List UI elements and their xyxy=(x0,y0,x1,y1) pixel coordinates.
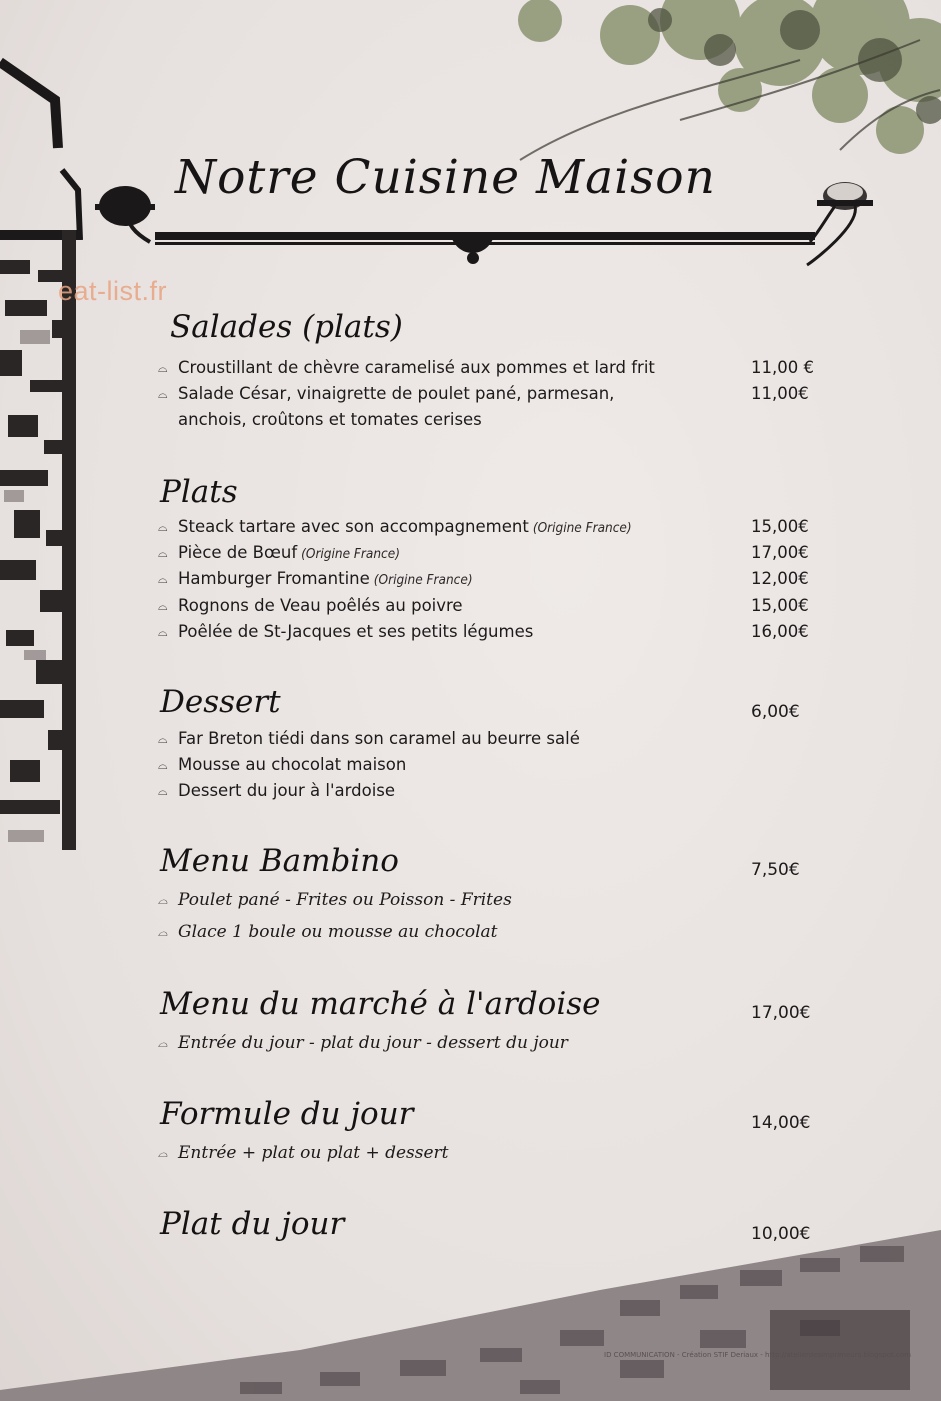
item-name: Steack tartare avec son accompagnement xyxy=(178,517,529,536)
list-item xyxy=(158,726,838,752)
print-credits: ID COMMUNICATION - Création STIF Deriaux - http://atelierdesimprimeurs.blogspot.com xyxy=(604,1351,911,1359)
item-name: Dessert du jour à l'ardoise xyxy=(178,781,396,800)
section-title-salades: Salades (plats) xyxy=(170,309,403,345)
item-price: 17,00€ xyxy=(751,543,809,562)
list-item xyxy=(158,381,838,407)
pavement-decoration xyxy=(0,1230,941,1401)
plate-bullet-icon: ⌓ xyxy=(158,732,168,746)
item-price: 15,00€ xyxy=(751,517,809,536)
section-title-plat-du-jour: Plat du jour xyxy=(160,1206,345,1242)
plate-bullet-icon: ⌓ xyxy=(158,625,168,639)
list-item xyxy=(158,540,838,566)
item-name: Hamburger Fromantine xyxy=(178,569,370,588)
item-name: Rognons de Veau poêlés au poivre xyxy=(178,596,463,615)
item-name: Entrée du jour - plat du jour - dessert du jour xyxy=(178,1033,568,1053)
item-price: 11,00€ xyxy=(751,384,809,403)
foliage-decoration xyxy=(280,0,941,170)
section-price-bambino: 7,50€ xyxy=(751,860,800,880)
item-name: Poulet pané - Frites ou Poisson - Frites xyxy=(178,890,512,910)
section-title-dessert: Dessert xyxy=(160,684,281,720)
item-price: 12,00€ xyxy=(751,569,809,588)
item-price: 15,00€ xyxy=(751,596,809,615)
list-item xyxy=(158,619,838,645)
item-name: Salade César, vinaigrette de poulet pané, parmesan, xyxy=(178,384,615,403)
cloche-icon xyxy=(95,186,155,242)
plate-bullet-icon: ⌓ xyxy=(158,925,168,939)
plate-bullet-icon: ⌓ xyxy=(158,572,168,586)
section-title-formule: Formule du jour xyxy=(160,1096,414,1132)
section-title-bambino: Menu Bambino xyxy=(160,843,399,879)
section-price-dessert: 6,00€ xyxy=(751,702,800,722)
item-origin: (Origine France) xyxy=(373,572,473,588)
item-name: Glace 1 boule ou mousse au chocolat xyxy=(178,922,498,942)
item-price: 11,00 € xyxy=(751,358,814,377)
house-gable-decoration xyxy=(0,40,90,240)
item-origin: (Origine France) xyxy=(301,546,400,562)
list-item xyxy=(158,884,838,916)
list-item xyxy=(158,1027,838,1059)
plate-bullet-icon: ⌓ xyxy=(158,546,168,560)
section-title-plats: Plats xyxy=(160,474,238,510)
item-name: Entrée + plat ou plat + dessert xyxy=(178,1143,449,1163)
plate-bullet-icon: ⌓ xyxy=(158,893,168,907)
plate-bullet-icon: ⌓ xyxy=(158,361,168,375)
page-title: Notre Cuisine Maison xyxy=(175,150,716,205)
list-item xyxy=(158,593,838,619)
list-item xyxy=(158,752,838,778)
item-name: Far Breton tiédi dans son caramel au beurre salé xyxy=(178,729,580,748)
item-name: Croustillant de chèvre caramelisé aux pommes et lard frit xyxy=(178,358,655,377)
section-price-formule: 14,00€ xyxy=(751,1113,811,1133)
item-price: 16,00€ xyxy=(751,622,809,641)
watermark: eat-list.fr xyxy=(58,276,168,306)
plate-bullet-icon: ⌓ xyxy=(158,758,168,772)
item-origin: (Origine France) xyxy=(532,520,632,536)
section-price-plat-du-jour: 10,00€ xyxy=(751,1224,811,1244)
plate-bullet-icon: ⌓ xyxy=(158,1036,168,1050)
section-title-marche: Menu du marché à l'ardoise xyxy=(160,986,601,1022)
list-item xyxy=(158,566,838,592)
item-name: Mousse au chocolat maison xyxy=(178,755,407,774)
plate-bullet-icon: ⌓ xyxy=(158,784,168,798)
list-item xyxy=(158,355,838,381)
list-item xyxy=(158,916,838,948)
stone-wall-decoration xyxy=(0,230,80,850)
plate-bullet-icon: ⌓ xyxy=(158,387,168,401)
plate-bullet-icon: ⌓ xyxy=(158,1146,168,1160)
list-item xyxy=(158,1137,838,1169)
list-item xyxy=(158,778,838,804)
section-price-marche: 17,00€ xyxy=(751,1003,811,1023)
cloche-icon xyxy=(807,182,873,265)
item-name: Poêlée de St-Jacques et ses petits légumes xyxy=(178,622,534,641)
item-name: Pièce de Bœuf xyxy=(178,543,298,562)
plate-bullet-icon: ⌓ xyxy=(158,599,168,613)
plate-bullet-icon: ⌓ xyxy=(158,520,168,534)
list-item xyxy=(158,514,838,540)
item-name-continued: anchois, croûtons et tomates cerises xyxy=(178,410,482,429)
